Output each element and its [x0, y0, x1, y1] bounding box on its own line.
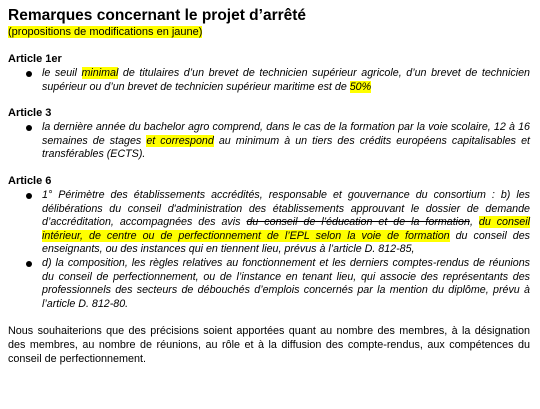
article-1	[8, 52, 530, 94]
conclusion-paragraph: Nous souhaiterions que des précisions soient apportées quant au nombre des membres, à la désignation des membres, au nombre de réunions, au rôle et à la diffusion des compte-rendus, aux compétences du conseil de perfectionnement.	[8, 325, 530, 365]
bullet-icon	[26, 125, 32, 131]
item-text: le seuil	[42, 67, 82, 79]
list-item	[8, 121, 530, 162]
item-text: d) la composition, les règles relatives au fonctionnement et les derniers comptes-rendus de réunions du conseil de perfectionnement, ou de l’instance en tenant lieu, qui associe des représentants des professionnels des secteurs de débouchés d’emplois concernés par la mention du diplôme, prévu à l’article D. 812-80.	[42, 256, 530, 310]
highlight-text: et correspond	[146, 134, 214, 147]
bullet-icon	[26, 193, 32, 199]
struck-text: du conseil de l’éducation et de la formation	[246, 216, 470, 229]
page-subtitle	[8, 25, 530, 39]
highlight-text: minimal	[81, 67, 119, 79]
item-text: de titulaires d’un brevet de technicien supérieur agricole, d’un brevet de technicien supérieur ou d’un brevet de technicien supérieur maritime est de	[42, 67, 530, 93]
article-heading: Article 6	[8, 174, 52, 187]
article-heading: Article 1er	[8, 53, 62, 65]
list-item	[8, 189, 530, 257]
item-text: 1° Périmètre des établissements accrédités, responsable et gouvernance du consortium : b) les délibérations du conseil d'administration des établissements approuvant le dossier de demande d’accréditation, accompagnées des avis	[42, 188, 530, 229]
article-heading: Article 3	[8, 107, 52, 120]
article-3	[8, 106, 530, 162]
list-item	[8, 257, 530, 311]
article-6	[8, 174, 530, 311]
bullet-icon	[26, 261, 32, 267]
item-text: la dernière année du bachelor agro comprend, dans le cas de la formation par la voie scolaire, 12 à 16 semaines de stages	[42, 121, 530, 147]
list-item	[8, 67, 530, 94]
page-title: Remarques concernant le projet d’arrêté	[8, 7, 307, 24]
subtitle-highlight: (propositions de modifications en jaune)	[8, 26, 203, 38]
highlight-text: du conseil intérieur, de centre ou de perfectionnement de l’EPL selon la voie de formation	[42, 216, 530, 242]
item-text: ,	[469, 216, 479, 229]
item-text: du conseil des enseignants, ou des instances qui en tiennent lieu, prévus à l’article D. 812-85,	[42, 229, 531, 256]
highlight-text: 50%	[349, 80, 372, 93]
item-text: au minimum à un tiers des crédits européens capitalisables et transférables (ECTS).	[42, 134, 530, 161]
bullet-icon	[26, 71, 32, 77]
